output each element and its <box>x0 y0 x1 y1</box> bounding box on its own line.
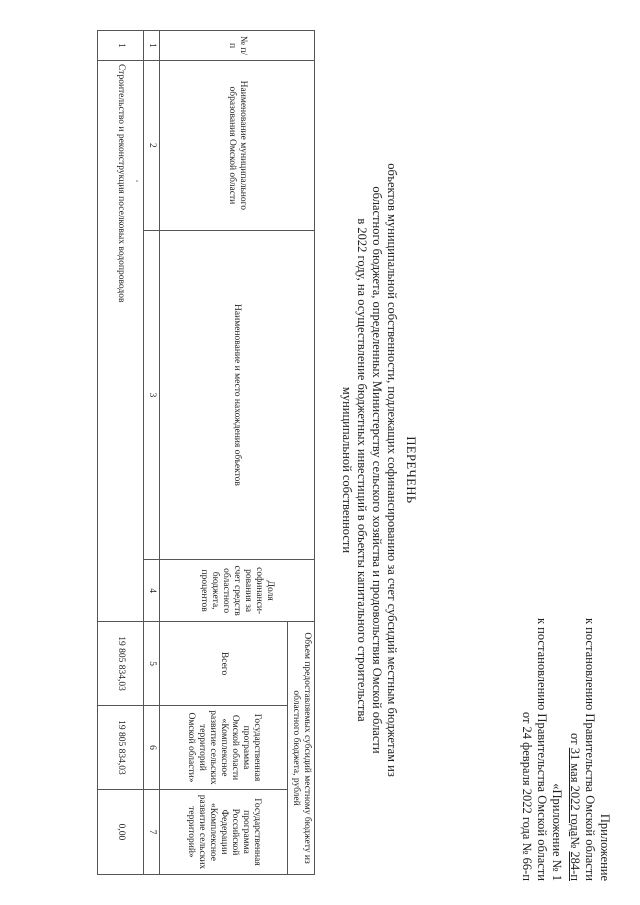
row-section-text: Строительство и реконструкция поселковых водопроводов <box>98 60 144 621</box>
title-line2: областного бюджета, определенных Министерству сельского хозяйства и продовольствия Омской области <box>370 186 384 754</box>
appendix-block <box>567 618 612 881</box>
row-total: 19 805 834,03 <box>98 622 144 706</box>
scan-speck <box>136 180 138 182</box>
col-number: 1 <box>144 31 160 61</box>
header-municipality: Наименование муниципального образования Омской области <box>160 60 315 230</box>
col-number: 6 <box>144 706 160 790</box>
appendix-date: 31 мая 2022 года <box>568 747 582 837</box>
appendix-ref-line3: от 24 февраля 2022 года № 66-п <box>520 711 534 881</box>
header-share: Доля софинанси-рования за счет средств областного бюджета, процентов <box>160 560 315 622</box>
table-column-numbers-row <box>144 31 160 875</box>
title-line4: муниципальной собственности <box>340 386 354 554</box>
title-heading: ПЕРЕЧЕНЬ <box>404 436 418 504</box>
col-number: 4 <box>144 560 160 622</box>
header-total: Всего <box>160 622 288 706</box>
title-line1: объектов муниципальной собственности, подлежащих софинансированию за счет субсидий местным бюджетам из <box>385 163 399 777</box>
row-regional: 19 805 834,03 <box>98 706 144 790</box>
header-no: № п/п <box>160 31 315 61</box>
row-federal: 0,00 <box>98 789 144 874</box>
objects-table <box>97 30 315 875</box>
appendix-ref-line1: «Приложение № 1 <box>550 783 564 881</box>
title-line3: в 2022 году, на осуществление бюджетных инвестиций в объекты капитального строительства <box>355 218 369 722</box>
appendix-number: 284-п <box>568 851 582 881</box>
appendix-date-prefix: от <box>568 733 582 745</box>
col-number: 7 <box>144 789 160 874</box>
header-federal-program: Государственная программа Российской Федерации «Комплексное развитие сельских территорий» <box>160 789 288 874</box>
header-object: Наименование и место нахождения объектов <box>160 230 315 559</box>
appendix-ref-line2: к постановлению Правительства Омской области <box>535 617 549 881</box>
table-header-row <box>288 31 315 875</box>
col-number: 5 <box>144 622 160 706</box>
appendix-ref-block <box>519 618 564 881</box>
appendix-line2: к постановлению Правительства Омской области <box>583 617 597 881</box>
table-row <box>98 31 144 875</box>
appendix-date-line <box>567 618 582 881</box>
row-no: 1 <box>98 31 144 61</box>
col-number: 3 <box>144 230 160 559</box>
header-regional-program: Государственная программа Омской области «Комплексное развитие сельских территорий Омской области» <box>160 706 288 790</box>
appendix-line1: Приложение <box>598 813 612 881</box>
header-volume: Объем предоставляемых субсидий местному бюджету из областного бюджета, рублей <box>288 622 315 875</box>
col-number: 2 <box>144 60 160 230</box>
appendix-num-sign: № <box>568 836 582 849</box>
document-title <box>339 120 418 820</box>
